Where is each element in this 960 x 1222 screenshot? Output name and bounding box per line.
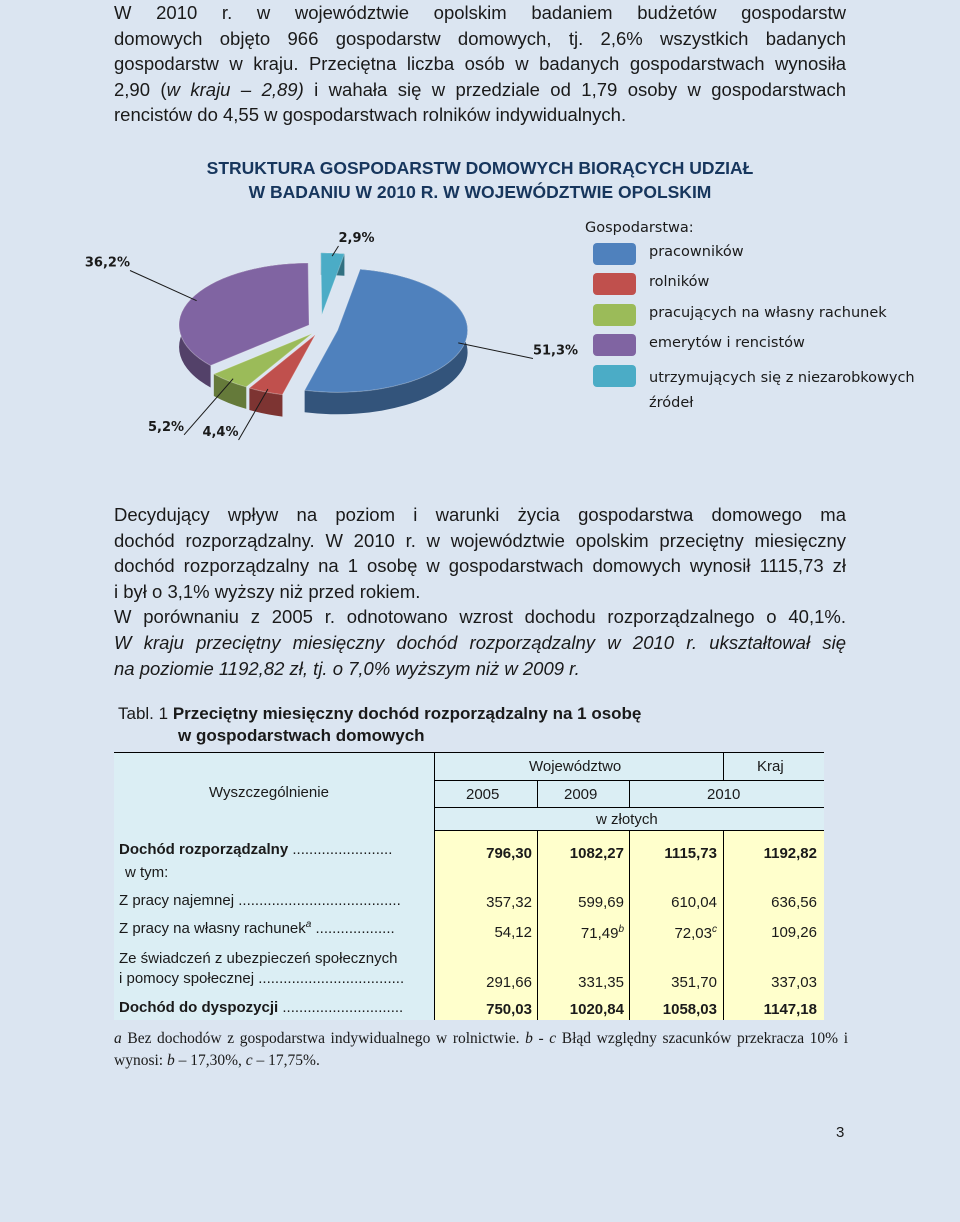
- table-cell: 71,49$^b$: [580, 924, 624, 942]
- intro-line: gospodarstw w kraju. Przeciętna liczba osób w badanych gospodarstwach wynosiła: [114, 53, 846, 74]
- pie-leader-line: [130, 270, 197, 300]
- voivodeship-header: Województwo: [529, 758, 622, 775]
- table-cell: 1058,03: [662, 1001, 717, 1018]
- intro-line: rencistów do 4,55 w gospodarstwach rolników indywidualnych.: [114, 104, 627, 125]
- table-cell: 1082,27: [569, 845, 624, 862]
- row-label: Ze świadczeń z ubezpieczeń społecznych: [119, 950, 398, 967]
- legend-swatch: [593, 304, 636, 326]
- table-cell: 1115,73: [664, 845, 717, 862]
- table-cell: 1147,18: [763, 1001, 817, 1018]
- pie-leader-line: [458, 343, 533, 359]
- pie-slice: [321, 253, 345, 315]
- intro-line: 2,90 (w kraju – 2,89) i wahała się w przedziale od 1,79 osoby w gospodarstwach: [114, 78, 846, 100]
- table-cell: 331,35: [578, 974, 624, 991]
- para-line: Decydujący wpływ na poziom i warunki życia gospodarstwa domowego ma: [114, 504, 846, 525]
- legend-title: Gospodarstwa:: [585, 220, 694, 236]
- table-cell: 291,66: [486, 974, 532, 991]
- page-number: 3: [836, 1124, 845, 1141]
- table-cell: 357,32: [486, 894, 532, 911]
- table-cell: 351,70: [671, 974, 717, 991]
- year-header: 2009: [564, 786, 598, 803]
- legend-item: pracujących na własny rachunek: [585, 301, 925, 331]
- intro-paragraph: [114, 0, 846, 128]
- table-cell: 337,03: [771, 974, 817, 991]
- table-footnote: a Bez dochodów z gospodarstwa indywidualnego w rolnictwie. b - c Błąd względny szacunków przekracza 10% i wynosi: b – 17,30%, c – 17,75%.: [114, 1030, 848, 1069]
- income-table: [114, 752, 824, 1020]
- row-sublabel: w tym:: [125, 864, 169, 881]
- para-line-italic: na poziomie 1192,82 zł, tj. o 7,0% wyższym niż w 2009 r.: [114, 657, 580, 679]
- table-cell: 610,04: [671, 894, 717, 911]
- table-cell: 1192,82: [763, 845, 817, 862]
- para-line-italic: W kraju przeciętny miesięczny dochód rozporządzalny w 2010 r. ukształtował się: [114, 631, 846, 653]
- row-label: Dochód rozporządzalny ........................: [119, 841, 393, 858]
- country-header: Kraj: [757, 758, 784, 775]
- legend-swatch: [593, 334, 636, 356]
- legend-item: utrzymujących się z niezarobkowych źródeł: [585, 362, 925, 392]
- year-header: 2005: [466, 786, 500, 803]
- table-title: Tabl. 1 Przeciętny miesięczny dochód rozporządzalny na 1 osobę w gospodarstwach domowych: [118, 704, 642, 745]
- row-label: i pomocy społecznej ...................................: [119, 970, 405, 987]
- pie-chart: [84, 228, 579, 458]
- table-cell: 1020,84: [569, 1001, 624, 1018]
- table-cell: 750,03: [486, 1001, 532, 1018]
- row-label: Z pracy na własny rachunek$^a$ ...................: [119, 919, 395, 937]
- legend-swatch: [593, 273, 636, 295]
- para-line: W porównaniu z 2005 r. odnotowano wzrost dochodu rozporządzalnego o 40,1%.: [114, 606, 846, 628]
- row-label: Dochód do dyspozycji .............................: [119, 999, 404, 1016]
- para-line: dochód rozporządzalny na 1 osobę w gospodarstwach domowych wynosił 1115,73 zł: [114, 555, 846, 577]
- table-cell: 599,69: [578, 894, 624, 911]
- legend-swatch: [593, 365, 636, 387]
- legend-item: emerytów i rencistów: [585, 331, 925, 361]
- table-cell: 72,03$^c$: [674, 924, 717, 942]
- legend-swatch: [593, 243, 636, 265]
- intro-line: domowych objęto 966 gospodarstw domowych, tj. 2,6% wszystkich badanych: [114, 27, 846, 49]
- stub-header: Wyszczególnienie: [209, 784, 329, 801]
- year-header: 2010: [707, 786, 741, 803]
- legend-item: pracowników: [585, 240, 925, 270]
- pie-data-label: 5,2%: [148, 419, 185, 435]
- unit-header: w złotych: [596, 811, 658, 828]
- chart-legend: [585, 216, 925, 411]
- table-cell: 636,56: [771, 894, 817, 911]
- table-cell: 109,26: [771, 924, 817, 941]
- table-cell: 796,30: [486, 845, 532, 862]
- pie-data-label: 36,2%: [84, 255, 130, 271]
- pie-data-label: 4,4%: [202, 425, 239, 440]
- intro-line: W 2010 r. w województwie opolskim badaniem budżetów gospodarstw: [114, 2, 846, 23]
- pie-data-label: 51,3%: [532, 343, 579, 359]
- table-cell: 54,12: [494, 924, 532, 941]
- para-line: dochód rozporządzalny. W 2010 r. w województwie opolskim przeciętny miesięczny: [114, 529, 846, 551]
- income-paragraph: [114, 502, 846, 681]
- chart-title: STRUKTURA GOSPODARSTW DOMOWYCH BIORĄCYCH UDZIAŁ W BADANIU W 2010 R. W WOJEWÓDZTWIE OPOLSKIM: [206, 158, 754, 202]
- row-label: Z pracy najemnej .......................................: [119, 892, 401, 909]
- para-line: i był o 3,1% wyższy niż przed rokiem.: [114, 580, 421, 602]
- intro-italic: w kraju – 2,89): [166, 78, 304, 100]
- legend-item: rolników: [585, 270, 925, 300]
- pie-data-label: 2,9%: [338, 231, 375, 246]
